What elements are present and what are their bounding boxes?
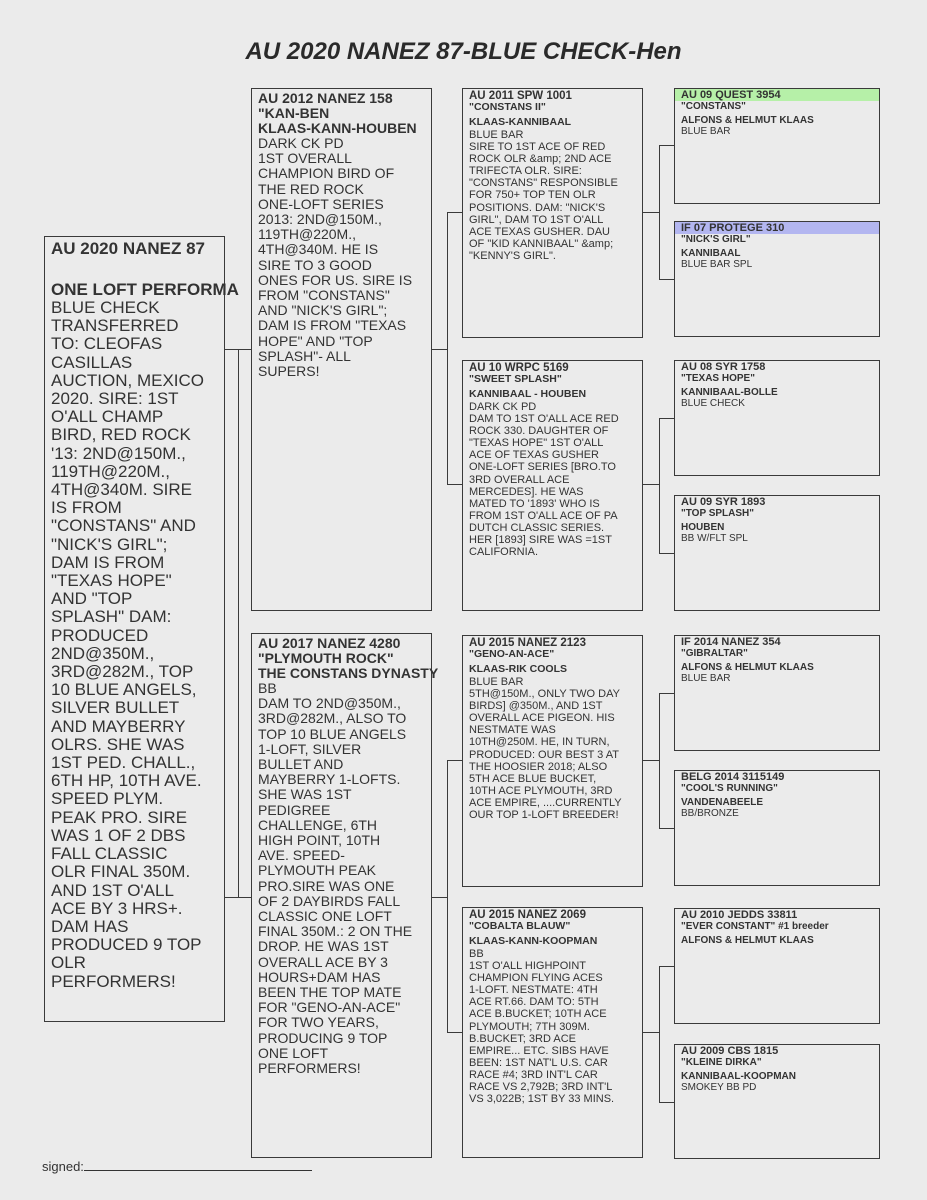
gen4-breeder: ALFONS & HELMUT KLAAS	[681, 935, 814, 946]
gen4-card-6	[674, 770, 880, 886]
gen4-name: "TOP SPLASH"	[681, 508, 755, 519]
gen3-breeder: KLAAS-RIK COOLS	[469, 663, 567, 675]
signature-rule	[84, 1158, 312, 1171]
gen3-band: AU 2015 NANEZ 2069	[469, 909, 586, 921]
sire-description: DARK CK PD 1ST OVERALL CHAMPION BIRD OF THE RED ROCK ONE-LOFT SERIES 2013: 2ND@150M., 119TH@220M., 4TH@340M. HE IS SIRE TO 3 GOOD ONES FOR US. SIRE IS FROM "CONSTANS" AND "NICK'S GIRL"; DAM IS FROM "TEXAS HOPE" AND "TOP SPLASH"- ALL SUPERS!	[258, 135, 413, 380]
gen4-band: BELG 2014 3115149	[681, 771, 785, 783]
gen4-breeder: KANNIBAAL-KOOPMAN	[681, 1071, 796, 1082]
gen3-description: DARK CK PD DAM TO 1ST O'ALL ACE RED ROCK 330. DAUGHTER OF "TEXAS HOPE" 1ST O'ALL ACE OF TEXAS GUSHER ONE-LOFT SERIES [BRO.TO 3RD OVERALL ACE MERCEDES]. HE WAS MATED TO '1893' WHO IS FROM 1ST O'ALL ACE OF PA DUTCH CLASSIC SERIES. HER [1893] SIRE WAS =1ST CALIFORNIA.	[469, 401, 619, 559]
connector-line	[447, 484, 462, 485]
gen4-name: "KLEINE DIRKA"	[681, 1057, 762, 1068]
connector-line	[659, 693, 660, 828]
subject-description: BLUE CHECK TRANSFERRED TO: CLEOFAS CASILLAS AUCTION, MEXICO 2020. SIRE: 1ST O'ALL CHAMP BIRD, RED ROCK '13: 2ND@150M., 119TH@220M., 4TH@340M. SIRE IS FROM "CONSTANS" AND "NICK'S GIRL"; DAM IS FROM "TEXAS HOPE" AND "TOP SPLASH" DAM: PRODUCED 2ND@350M., 3RD@282M., TOP 10 BLUE ANGELS, SILVER BULLET AND MAYBERRY OLRS. SHE WAS 1ST PED. CHALL., 6TH HP, 10TH AVE. SPEED PLYM. PEAK PRO. SIRE WAS 1 OF 2 DBS FALL CLASSIC OLR FINAL 350M. AND 1ST O'ALL ACE BY 3 HRS+. DAM HAS PRODUCED 9 TOP OLR PERFORMERS!	[51, 298, 205, 991]
gen4-name: "GIBRALTAR"	[681, 648, 748, 659]
pedigree-title: AU 2020 NANEZ 87-BLUE CHECK-Hen	[245, 38, 682, 65]
gen4-name: "EVER CONSTANT" #1 breeder	[681, 921, 829, 932]
gen3-name: "GENO-AN-ACE"	[469, 648, 555, 660]
sire-card	[251, 88, 432, 611]
connector-line	[238, 349, 239, 897]
signature-line	[42, 1158, 312, 1174]
gen3-description: BLUE BAR SIRE TO 1ST ACE OF RED ROCK OLR &amp; 2ND ACE TRIFECTA OLR. SIRE: "CONSTANS" RESPONSIBLE FOR 750+ TOP TEN OLR POSITIONS. DAM: "NICK'S GIRL", DAM TO 1ST O'ALL ACE TEXAS GUSHER. DAU OF "KID KANNIBAAL" &amp; "KENNY'S GIRL".	[469, 129, 618, 262]
connector-line	[225, 349, 239, 350]
gen4-breeder: KANNIBAAL-BOLLE	[681, 387, 778, 398]
connector-line	[225, 897, 239, 898]
grandsire-paternal-card	[462, 88, 643, 338]
connector-line	[659, 1102, 674, 1103]
gen3-band: AU 10 WRPC 5169	[469, 362, 569, 374]
connector-line	[659, 145, 674, 146]
gen4-name: "TEXAS HOPE"	[681, 373, 755, 384]
dam-description: BB DAM TO 2ND@350M., 3RD@282M., ALSO TO TOP 10 BLUE ANGELS 1-LOFT, SILVER BULLET AND MAYBERRY 1-LOFTS. SHE WAS 1ST PEDIGREE CHALLENGE, 6TH HIGH POINT, 10TH AVE. SPEED- PLYMOUTH PEAK PRO.SIRE WAS ONE OF 2 DAYBIRDS FALL CLASSIC ONE LOFT FINAL 350M.: 2 ON THE DROP. HE WAS 1ST OVERALL ACE BY 3 HOURS+DAM HAS BEEN THE TOP MATE FOR "GENO-AN-ACE" FOR TWO YEARS, PRODUCING 9 TOP ONE LOFT PERFORMERS!	[258, 680, 413, 1077]
gen4-name: "CONSTANS"	[681, 101, 746, 112]
connector-line	[238, 349, 251, 350]
connector-line	[659, 279, 674, 280]
connector-line	[432, 349, 448, 350]
connector-line	[643, 1032, 660, 1033]
gen3-name: "SWEET SPLASH"	[469, 373, 562, 385]
subject-subtitle: ONE LOFT PERFORMA	[51, 280, 239, 299]
signed-label: signed:	[42, 1159, 84, 1174]
connector-line	[238, 897, 251, 898]
gen4-band: IF 2014 NANEZ 354	[681, 636, 781, 648]
gen3-description: BLUE BAR 5TH@150M., ONLY TWO DAY BIRDS] @350M., AND 1ST OVERALL ACE PIGEON. HIS NESTMATE WAS 10TH@250M. HE, IN TURN, PRODUCED: OUR BEST 3 AT THE HOOSIER 2018; ALSO 5TH ACE BLUE BUCKET, 10TH ACE PLYMOUTH, 3RD ACE EMPIRE, ....CURRENTLY OUR TOP 1-LOFT BREEDER!	[469, 676, 622, 822]
connector-line	[659, 693, 674, 694]
granddam-maternal-card	[462, 907, 643, 1158]
subject-band: AU 2020 NANEZ 87	[51, 239, 206, 258]
connector-line	[643, 760, 660, 761]
gen3-breeder: KANNIBAAL - HOUBEN	[469, 388, 587, 400]
gen4-card-7	[674, 908, 880, 1024]
gen4-band: IF 07 PROTEGE 310	[675, 222, 879, 234]
connector-line	[659, 966, 660, 1102]
dam-band: AU 2017 NANEZ 4280	[258, 635, 401, 651]
dam-breeder: THE CONSTANS DYNASTY	[258, 665, 439, 681]
gen4-description: BLUE CHECK	[681, 398, 745, 409]
sire-name: "KAN-BEN	[258, 105, 330, 121]
connector-line	[659, 553, 674, 554]
sire-breeder: KLAAS-KANN-HOUBEN	[258, 120, 417, 136]
gen4-breeder: ALFONS & HELMUT KLAAS	[681, 115, 814, 126]
gen4-breeder: KANNIBAAL	[681, 248, 741, 259]
sire-band: AU 2012 NANEZ 158	[258, 90, 393, 106]
connector-line	[447, 760, 448, 1032]
connector-line	[447, 212, 462, 213]
granddam-paternal-card	[462, 360, 643, 611]
gen4-description: BLUE BAR SPL	[681, 259, 753, 270]
gen4-band: AU 09 SYR 1893	[681, 496, 766, 508]
gen4-description: SMOKEY BB PD	[681, 1082, 757, 1093]
gen3-breeder: KLAAS-KANNIBAAL	[469, 116, 572, 128]
gen3-name: "CONSTANS II"	[469, 101, 546, 113]
gen4-breeder: HOUBEN	[681, 522, 725, 533]
gen4-card-8	[674, 1044, 880, 1159]
connector-line	[659, 966, 674, 967]
connector-line	[447, 760, 462, 761]
gen4-description: BB/BRONZE	[681, 808, 739, 819]
gen4-band: AU 09 QUEST 3954	[675, 89, 879, 101]
dam-name: "PLYMOUTH ROCK"	[258, 650, 394, 666]
gen4-band: AU 2010 JEDDS 33811	[681, 909, 798, 921]
subject-card	[44, 236, 239, 1022]
gen3-description: BB 1ST O'ALL HIGHPOINT CHAMPION FLYING ACES 1-LOFT. NESTMATE: 4TH ACE RT.66. DAM TO: 5TH ACE B.BUCKET; 10TH ACE PLYMOUTH; 7TH 309M. B.BUCKET; 3RD ACE EMPIRE... ETC. SIBS HAVE BEEN: 1ST NAT'L U.S. CAR RACE #4; 3RD INT'L CAR RACE VS 2,792B; 3RD INT'L VS 3,022B; 1ST BY 33 MINS.	[469, 948, 615, 1106]
gen4-description: BLUE BAR	[681, 673, 731, 684]
gen4-description: BLUE BAR	[681, 126, 731, 137]
gen4-breeder: VANDENABEELE	[681, 797, 764, 808]
connector-line	[447, 212, 448, 484]
connector-line	[432, 897, 448, 898]
gen4-card-5	[674, 635, 880, 751]
gen4-description: BB W/FLT SPL	[681, 533, 748, 544]
gen4-band: AU 08 SYR 1758	[681, 361, 766, 373]
gen4-name: "NICK'S GIRL"	[681, 234, 751, 245]
gen4-card-1	[674, 88, 880, 204]
connector-line	[643, 484, 660, 485]
gen4-breeder: ALFONS & HELMUT KLAAS	[681, 662, 814, 673]
gen3-breeder: KLAAS-KANN-KOOPMAN	[469, 935, 598, 947]
connector-line	[447, 1032, 462, 1033]
gen4-card-2	[674, 221, 880, 337]
connector-line	[659, 828, 674, 829]
gen3-name: "COBALTA BLAUW"	[469, 920, 571, 932]
connector-line	[643, 212, 660, 213]
gen3-band: AU 2011 SPW 1001	[469, 90, 572, 102]
connector-line	[659, 418, 674, 419]
gen4-card-4	[674, 495, 880, 611]
gen4-card-3	[674, 360, 880, 476]
dam-card	[251, 633, 439, 1158]
connector-line	[659, 145, 660, 279]
gen3-band: AU 2015 NANEZ 2123	[469, 637, 586, 649]
gen4-band: AU 2009 CBS 1815	[681, 1045, 779, 1057]
grandsire-maternal-card	[462, 635, 643, 887]
connector-line	[659, 418, 660, 553]
gen4-name: "COOL'S RUNNING"	[681, 783, 778, 794]
